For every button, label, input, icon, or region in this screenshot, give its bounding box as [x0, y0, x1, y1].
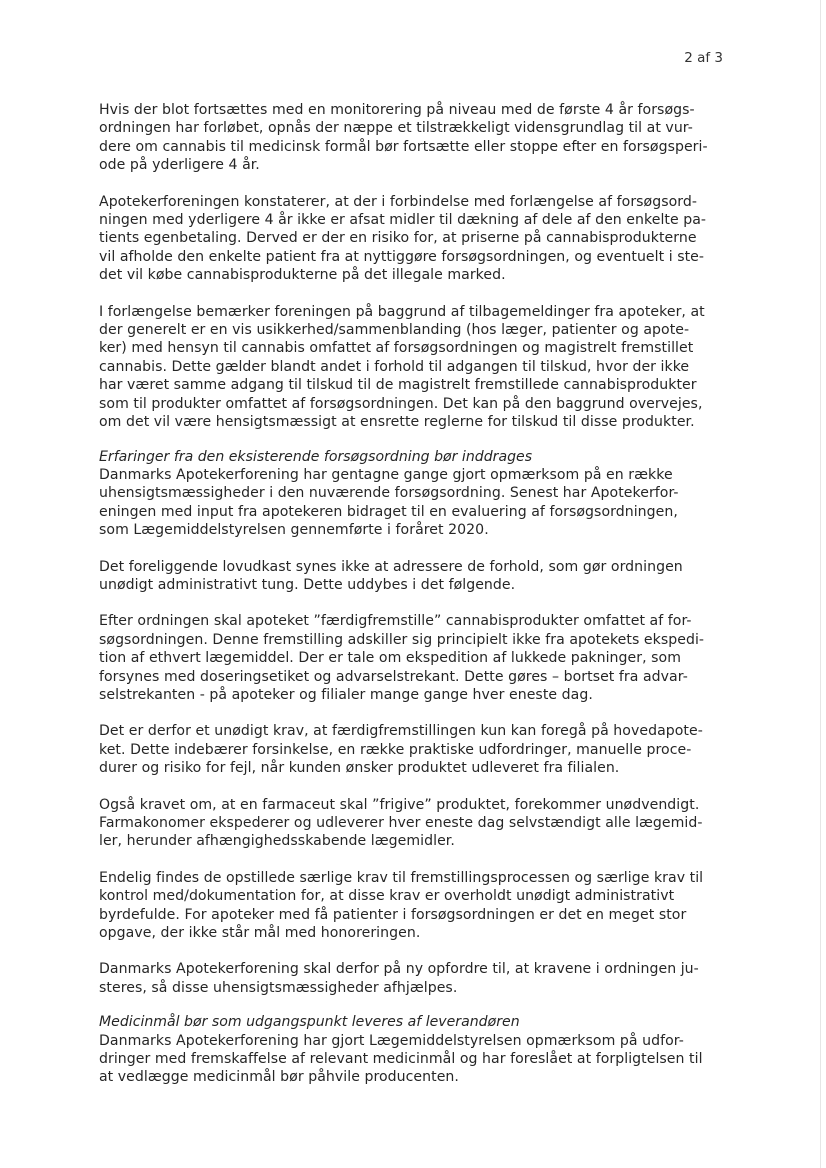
- section-heading-erfaringer: Erfaringer fra den eksisterende forsøgsordning bør inddrages: [99, 448, 533, 465]
- paragraph-tilskud: I forlængelse bemærker foreningen på baggrund af tilbagemeldinger fra apoteker, at der generelt er en vis usikkerhed/sammenblanding (hos læger, patienter og apote- ker) med hensyn til cannabis omfattet af forsøgsordningen og magistrelt fremstillet cannabis. Dette gælder blandt andet i forhold til adgangen til tilskud, hvor der ikke har været samme adgang til tilskud til de magistrelt fremstillede cannabisprodukter som til produkter omfattet af forsøgsordningen. Det kan på den baggrund overvejes, om det vil være hensigtsmæssigt at ensrette reglerne for tilskud til disse produkter.: [99, 303, 705, 431]
- paragraph-egenbetaling: Apotekerforeningen konstaterer, at der i forbindelse med forlængelse af forsøgsord- ningen med yderligere 4 år ikke er afsat midler til dækning af dele af den enkelte pa- tients egenbetaling. Derved er der en risiko for, at priserne på cannabisprodukterne vil afholde den enkelte patient fra at nyttiggøre forsøgsordningen, og eventuelt i ste- det vil købe cannabisprodukterne på det illegale marked.: [99, 193, 707, 284]
- page-edge-line: [820, 0, 821, 1168]
- paragraph-frigive: Også kravet om, at en farmaceut skal ”frigive” produktet, forekommer unødvendigt. Farmakonomer ekspederer og udleverer hver eneste dag selvstændigt alle lægemid- ler, herunder afhængighedsskabende lægemidler.: [99, 796, 703, 850]
- paragraph-krav-fremstilling: Endelig findes de opstillede særlige krav til fremstillingsprocessen og særlige krav til kontrol med/dokumentation for, at disse krav er overholdt unødigt administrativt byrdefulde. For apoteker med få patienter i forsøgsordningen er det en meget stor opgave, der ikke står mål med honoreringen.: [99, 869, 704, 942]
- page-number: 2 af 3: [684, 50, 723, 66]
- section-heading-medicinmaal: Medicinmål bør som udgangspunkt leveres af leverandøren: [99, 1014, 520, 1031]
- paragraph-monitorering: Hvis der blot fortsættes med en monitorering på niveau med de første 4 år forsøgs- ordningen har forløbet, opnås der næppe et tilstrækkeligt vidensgrundlag til at vur- dere om cannabis til medicinsk formål bør fortsætte eller stoppe efter en forsøgsperi- ode på yderligere 4 år.: [99, 102, 708, 174]
- paragraph-uhensigtsmaessigheder: Danmarks Apotekerforening har gentagne gange gjort opmærksom på en række uhensigtsmæssigheder i den nuværende forsøgsordning. Senest har Apotekerfor- eningen med input fra apotekeren bidraget til en evaluering af forsøgsordningen, som Lægemiddelstyrelsen gennemførte i foråret 2020.: [99, 466, 679, 539]
- paragraph-opfordring: Danmarks Apotekerforening skal derfor på ny opfordre til, at kravene i ordningen ju- steres, så disse uhensigtsmæssigheder afhjælpes.: [99, 961, 699, 996]
- paragraph-lovudkast: Det foreliggende lovudkast synes ikke at adressere de forhold, som gør ordningen unødigt administrativt tung. Dette uddybes i det følgende.: [99, 558, 683, 593]
- paragraph-medicinmaal: Danmarks Apotekerforening har gjort Lægemiddelstyrelsen opmærksom på udfor- dringer med fremskaffelse af relevant medicinmål og har foreslået at forpligtelsen til at vedlægge medicinmål bør påhvile producenten.: [99, 1032, 703, 1086]
- paragraph-hovedapoteket: Det er derfor et unødigt krav, at færdigfremstillingen kun kan foregå på hovedapote- ket. Dette indebærer forsinkelse, en række praktiske udfordringer, manuelle proce- durer og risiko for fejl, når kunden ønsker produktet udleveret fra filialen.: [99, 723, 703, 777]
- paragraph-faerdigfremstille: Efter ordningen skal apoteket ”færdigfremstille” cannabisprodukter omfattet af for- søgsordningen. Denne fremstilling adskiller sig principielt ikke fra apotekets ekspedi- tion af ethvert lægemiddel. Der er tale om ekspedition af lukkede pakninger, som forsynes med doseringsetiket og advarselstrekant. Dette gøres – bortset fra advar- selstrekanten - på apoteker og filialer mange gange hver eneste dag.: [99, 613, 705, 703]
- document-body: [99, 101, 727, 1105]
